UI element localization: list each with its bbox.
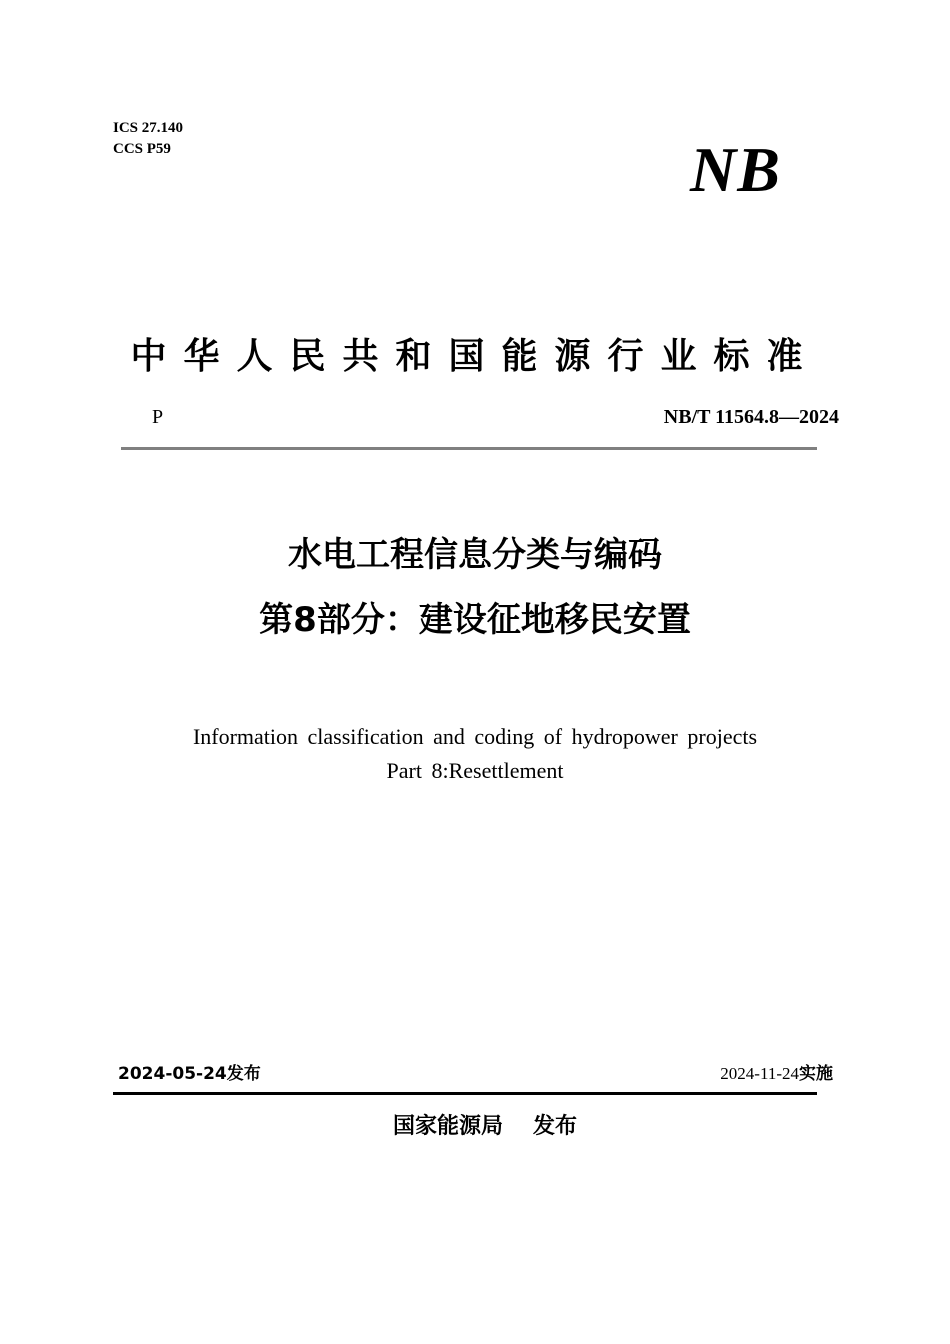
- publisher-name: 国家能源局: [392, 1114, 503, 1139]
- ics-ccs-block: [113, 118, 183, 160]
- title-en-line1: Information classification and coding of hydropower projects: [192, 724, 758, 749]
- standard-number: NB/T 11564.8—2024: [663, 406, 839, 428]
- bottom-divider: [113, 1092, 817, 1095]
- issue-date: 2024-05-24发布: [118, 1064, 261, 1084]
- implementation-label: 实施: [799, 1064, 833, 1084]
- standard-category-title: 中华人民共和国能源行业标准: [130, 336, 820, 377]
- implementation-date: [720, 1062, 833, 1086]
- title-cn-line1: 水电工程信息分类与编码: [288, 535, 662, 575]
- nb-logo: NB: [690, 134, 781, 205]
- ccs-code: CCS P59: [113, 141, 171, 157]
- top-divider: [121, 447, 817, 450]
- title-en-line2: Part 8:Resettlement: [386, 758, 564, 783]
- ics-code: ICS 27.140: [113, 120, 184, 136]
- publisher: [0, 1112, 950, 1142]
- publisher-action: 发布: [533, 1114, 578, 1139]
- classification-code: P: [152, 406, 164, 428]
- title-cn-line2: 第8部分：建设征地移民安置: [259, 600, 691, 640]
- implementation-date-value: 2024-11-24: [720, 1064, 799, 1083]
